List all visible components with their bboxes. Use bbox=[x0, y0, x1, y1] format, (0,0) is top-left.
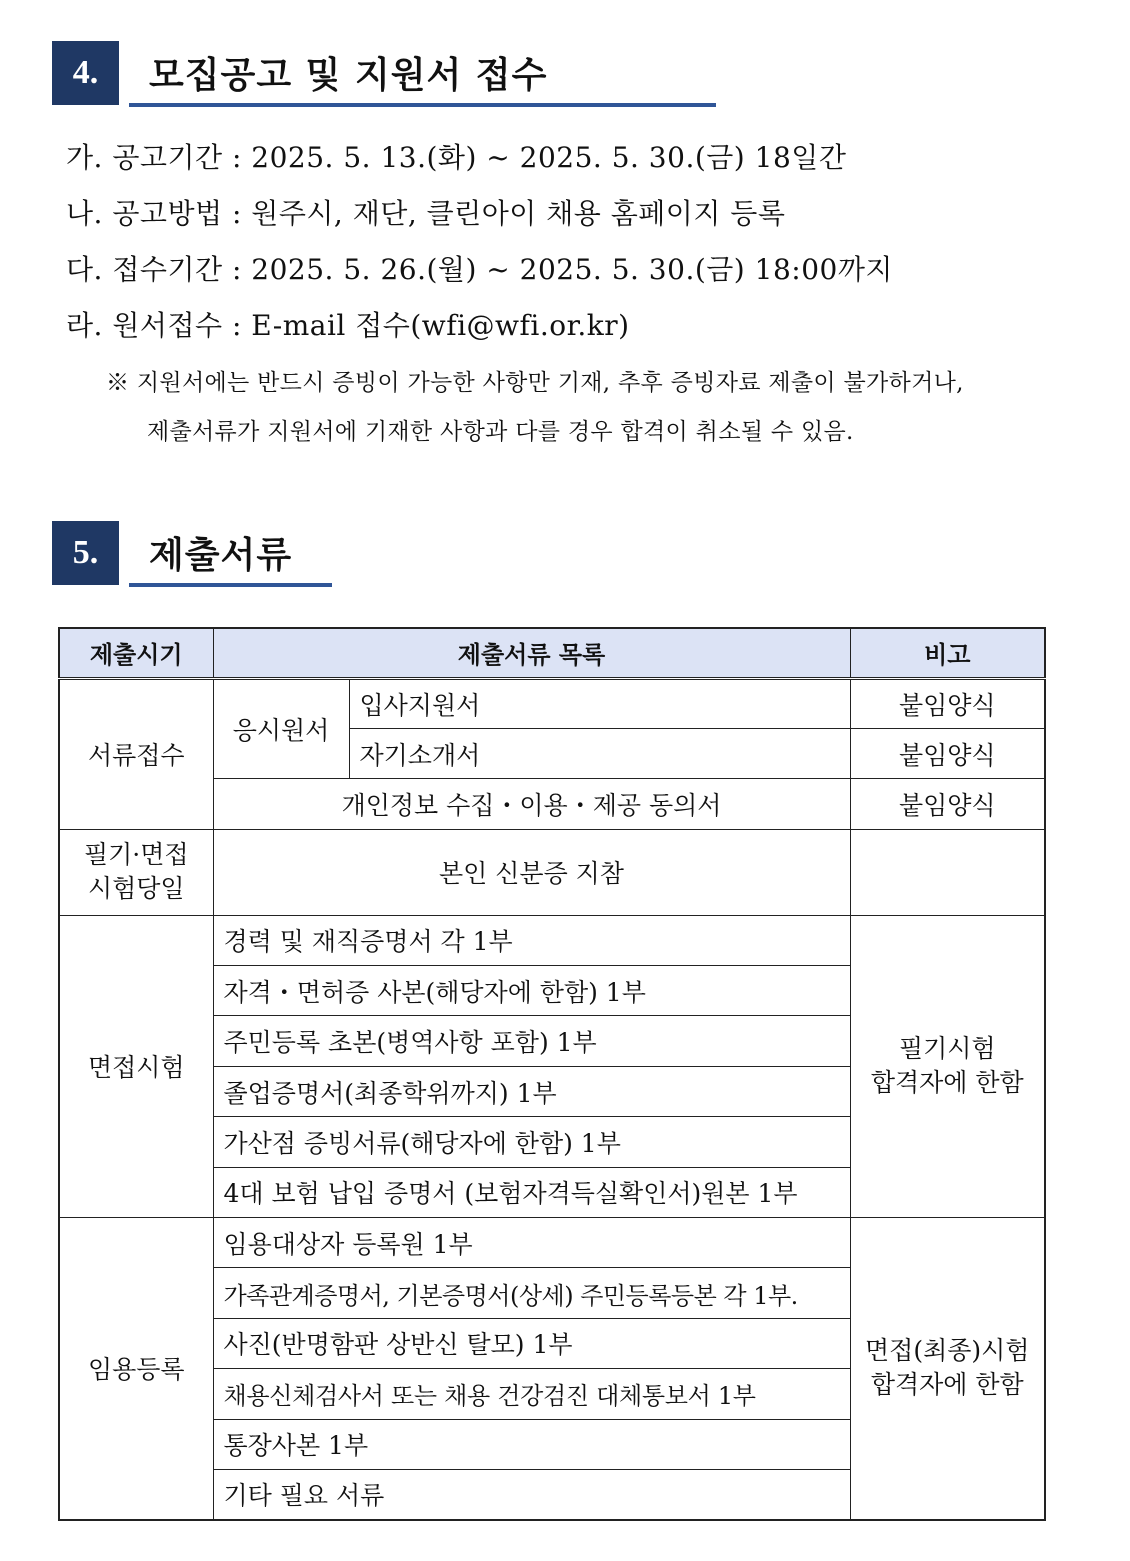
note-attached-form: 붙임양식 bbox=[850, 678, 1045, 728]
doc-item-id: 본인 신분증 지참 bbox=[213, 829, 850, 915]
doc-item: 사진(반명함판 상반신 탈모) 1부 bbox=[213, 1318, 850, 1368]
note-empty bbox=[850, 829, 1045, 915]
section-4-title: 모집공고 및 지원서 접수 bbox=[129, 41, 716, 107]
doc-item: 임용대상자 등록원 1부 bbox=[213, 1218, 850, 1268]
doc-item: 4대 보험 납입 증명서 (보험자격득실확인서)원본 1부 bbox=[213, 1167, 850, 1217]
stage-document-screening: 서류접수 bbox=[59, 678, 213, 829]
stage-exam-line-1: 필기·면접 bbox=[83, 840, 189, 870]
table-row bbox=[59, 829, 1045, 915]
doc-item: 통장사본 1부 bbox=[213, 1419, 850, 1469]
doc-item: 졸업증명서(최종학위까지) 1부 bbox=[213, 1066, 850, 1116]
notice-line-2: 제출서류가 지원서에 기재한 사항과 다를 경우 합격이 취소될 수 있음. bbox=[147, 419, 854, 445]
doc-item-privacy: 개인정보 수집・이용・제공 동의서 bbox=[213, 779, 850, 829]
doc-item: 경력 및 재직증명서 각 1부 bbox=[213, 915, 850, 965]
doc-item: 기타 필요 서류 bbox=[213, 1469, 850, 1519]
info-line-method: 나. 공고방법 : 원주시, 재단, 클린아이 채용 홈페이지 등록 bbox=[66, 197, 786, 230]
section-5-title: 제출서류 bbox=[129, 521, 332, 587]
section-5-header bbox=[52, 521, 332, 587]
stage-exam-day bbox=[59, 829, 213, 915]
table-row bbox=[59, 915, 1045, 965]
note-attached-form: 붙임양식 bbox=[850, 779, 1045, 829]
documents-table bbox=[58, 627, 1046, 1521]
note-appointment-line-2: 합격자에 한함 bbox=[870, 1370, 1024, 1400]
info-line-application: 라. 원서접수 : E-mail 접수(wfi@wfi.or.kr) bbox=[66, 309, 630, 342]
stage-exam-line-2: 시험당일 bbox=[87, 874, 185, 904]
stage-interview: 면접시험 bbox=[59, 915, 213, 1217]
doc-item: 가족관계증명서, 기본증명서(상세) 주민등록등본 각 1부. bbox=[213, 1268, 850, 1318]
application-group: 응시원서 bbox=[213, 678, 349, 779]
note-attached-form: 붙임양식 bbox=[850, 728, 1045, 778]
section-4-number: 4. bbox=[52, 41, 119, 105]
section-4-header bbox=[52, 41, 716, 107]
table-row bbox=[59, 678, 1045, 728]
doc-item: 가산점 증빙서류(해당자에 한함) 1부 bbox=[213, 1117, 850, 1167]
info-line-period: 가. 공고기간 : 2025. 5. 13.(화) ~ 2025. 5. 30.(금) 18일간 bbox=[66, 141, 847, 174]
table-row bbox=[59, 1218, 1045, 1268]
header-documents: 제출서류 목록 bbox=[213, 628, 850, 678]
notice-line-1: ※ 지원서에는 반드시 증빙이 가능한 사항만 기재, 추후 증빙자료 제출이 불가하거나, bbox=[106, 370, 964, 396]
header-stage: 제출시기 bbox=[59, 628, 213, 678]
section-5-number: 5. bbox=[52, 521, 119, 585]
note-appointment bbox=[850, 1218, 1045, 1520]
info-line-receipt: 다. 접수기간 : 2025. 5. 26.(월) ~ 2025. 5. 30.(금) 18:00까지 bbox=[66, 253, 893, 286]
table-header-row bbox=[59, 628, 1045, 678]
doc-item: 입사지원서 bbox=[349, 678, 850, 728]
doc-item: 자기소개서 bbox=[349, 728, 850, 778]
note-interview-line-2: 합격자에 한함 bbox=[870, 1068, 1024, 1098]
note-interview bbox=[850, 915, 1045, 1217]
doc-item: 채용신체검사서 또는 채용 건강검진 대체통보서 1부 bbox=[213, 1369, 850, 1419]
stage-appointment: 임용등록 bbox=[59, 1218, 213, 1520]
doc-item: 자격・면허증 사본(해당자에 한함) 1부 bbox=[213, 966, 850, 1016]
note-appointment-line-1: 면접(최종)시험 bbox=[865, 1336, 1030, 1366]
header-note: 비고 bbox=[850, 628, 1045, 678]
note-interview-line-1: 필기시험 bbox=[898, 1034, 996, 1064]
doc-item: 주민등록 초본(병역사항 포함) 1부 bbox=[213, 1016, 850, 1066]
